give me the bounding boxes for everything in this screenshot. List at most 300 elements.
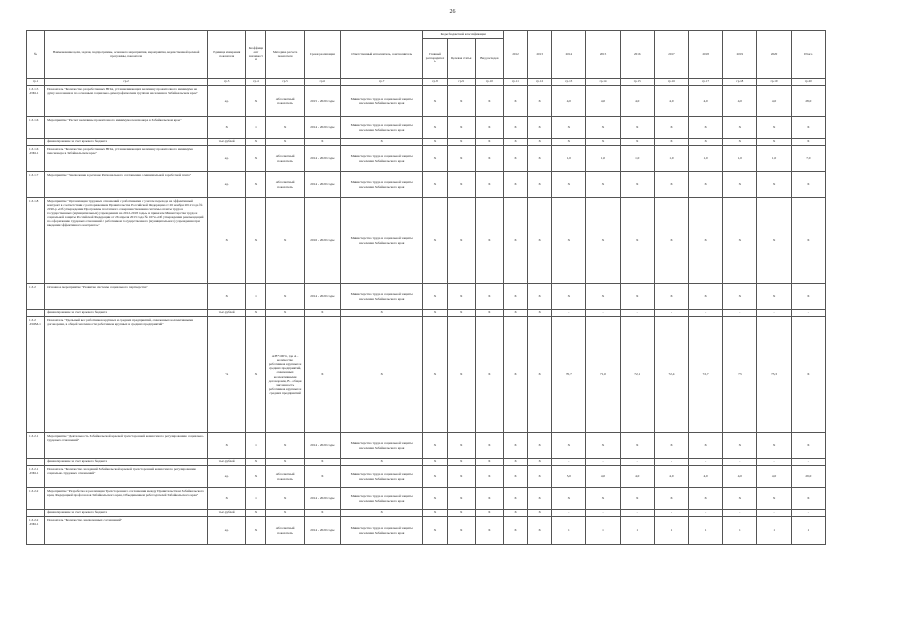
value-cell: X [475, 117, 503, 139]
table-row [27, 284, 826, 310]
value-cell: X [528, 172, 552, 198]
responsible-cell: X [340, 317, 423, 433]
responsible-cell: Министерство труда и социальной защиты населения Забайкальского края [340, 466, 423, 488]
column-number: гр.10 [475, 79, 503, 86]
header-coef: Коэффициент значимости [246, 31, 266, 79]
value-cell: X [447, 284, 475, 310]
unit-cell: X [208, 117, 246, 139]
method-cell: X [266, 310, 304, 317]
value-cell: 28,0 [791, 86, 825, 117]
value-cell: X [503, 459, 527, 466]
value-cell: X [723, 139, 757, 146]
value-cell: X [423, 284, 447, 310]
terms-cell: X [304, 510, 340, 517]
value-cell: X [503, 139, 527, 146]
value-cell: X [423, 146, 447, 172]
value-cell: 4,0 [757, 466, 791, 488]
value-cell: X [528, 517, 552, 545]
value-cell: X [503, 310, 527, 317]
value-cell: X [552, 198, 586, 284]
value-cell: X [757, 117, 791, 139]
value-cell: X [503, 172, 527, 198]
value-cell: - [757, 310, 791, 317]
coefficient-cell: X [246, 139, 266, 146]
value-cell: X [503, 198, 527, 284]
financing-row [27, 139, 826, 146]
value-cell: X [654, 488, 688, 510]
page-number: 26 [449, 9, 456, 15]
value-cell: X [423, 317, 447, 433]
responsible-cell: Министерство труда и социальной защиты населения Забайкальского края [340, 86, 423, 117]
coefficient-cell: 1 [246, 433, 266, 459]
value-cell: X [723, 433, 757, 459]
unit-cell: тыс.рублей [208, 510, 246, 517]
value-cell: 1,0 [689, 146, 723, 172]
table-row [27, 146, 826, 172]
value-cell: 1 [620, 517, 654, 545]
value-cell: - [791, 459, 825, 466]
value-cell: X [475, 172, 503, 198]
program-indicators-table [26, 30, 826, 545]
unit-cell: тыс.рублей [208, 310, 246, 317]
column-number: гр.2 [45, 79, 208, 86]
column-number: гр.16 [654, 79, 688, 86]
value-cell: X [757, 433, 791, 459]
row-number-cell: 1.3.1.6 [27, 117, 45, 139]
row-number-cell: 1.3.1.5 -ПМ-1 [27, 86, 45, 117]
value-cell: X [503, 433, 527, 459]
value-cell: 1 [723, 517, 757, 545]
value-cell: X [447, 146, 475, 172]
value-cell: X [620, 198, 654, 284]
terms-cell: X [304, 317, 340, 433]
value-cell: X [447, 466, 475, 488]
row-number-cell: 1.3.1.8 [27, 198, 45, 284]
value-cell: X [528, 317, 552, 433]
value-cell: X [475, 459, 503, 466]
value-cell: - [552, 510, 586, 517]
value-cell: - [620, 310, 654, 317]
row-number-cell: 1.3.2.2 -ПМ-1 [27, 517, 45, 545]
value-cell: - [723, 510, 757, 517]
value-cell: X [689, 488, 723, 510]
responsible-cell: Министерство труда и социальной защиты населения Забайкальского края [340, 198, 423, 284]
value-cell: X [528, 139, 552, 146]
value-cell: X [620, 284, 654, 310]
value-cell: 29,0 [791, 466, 825, 488]
header-method: Методика расчета показателя [266, 31, 304, 79]
column-numbers-row [27, 79, 826, 86]
value-cell: X [423, 510, 447, 517]
header-no: № [27, 31, 45, 79]
value-cell: X [791, 433, 825, 459]
header-name: Наименование цели, задачи, подпрограммы, основного мероприятия, мероприятия, ведомственной целевой программы, показателя [45, 31, 208, 79]
value-cell: 4,0 [654, 86, 688, 117]
coefficient-cell: 1 [246, 117, 266, 139]
header-target-article: Целевая статья [447, 39, 475, 79]
value-cell: X [723, 198, 757, 284]
header-year-2014: 2014 [552, 31, 586, 79]
value-cell: X [447, 488, 475, 510]
column-number: гр.13 [552, 79, 586, 86]
value-cell: X [757, 139, 791, 146]
value-cell: X [475, 284, 503, 310]
value-cell: X [475, 310, 503, 317]
responsible-cell: Министерство труда и социальной защиты населения Забайкальского края [340, 146, 423, 172]
value-cell: - [791, 310, 825, 317]
unit-cell: % [208, 317, 246, 433]
financing-row [27, 310, 826, 317]
value-cell: 4,0 [723, 86, 757, 117]
value-cell: X [475, 466, 503, 488]
value-cell: X [757, 488, 791, 510]
value-cell: X [791, 139, 825, 146]
row-name-cell: Мероприятие "Деятельность Забайкальской краевой трехсторонней комиссии по регулированию социально-трудовых отношений" [45, 433, 208, 459]
value-cell: X [528, 433, 552, 459]
terms-cell: X [304, 139, 340, 146]
row-number-cell: 1.3.1.6 -ПМ-1 [27, 146, 45, 172]
value-cell: X [503, 284, 527, 310]
terms-cell: 2014 - 2020 годы [304, 172, 340, 198]
coefficient-cell: X [246, 510, 266, 517]
value-cell: 4,0 [620, 86, 654, 117]
value-cell: X [423, 433, 447, 459]
value-cell: X [475, 517, 503, 545]
column-number: гр.14 [586, 79, 620, 86]
coefficient-cell: X [246, 517, 266, 545]
header-unit: Единица измерения показателя [208, 31, 246, 79]
header-year-2012: 2012 [503, 31, 527, 79]
value-cell: 1,0 [620, 146, 654, 172]
responsible-cell: X [340, 310, 423, 317]
value-cell: X [503, 510, 527, 517]
value-cell: X [791, 317, 825, 433]
column-number: гр.5 [266, 79, 304, 86]
row-name-cell: Основное мероприятие "Развитие системы социального партнерства" [45, 284, 208, 310]
value-cell: X [423, 310, 447, 317]
column-number: гр.6 [304, 79, 340, 86]
column-number: гр.3 [208, 79, 246, 86]
value-cell: 1 [689, 517, 723, 545]
value-cell: 4,0 [552, 86, 586, 117]
value-cell: 1 [552, 517, 586, 545]
value-cell: X [586, 117, 620, 139]
coefficient-cell: X [246, 172, 266, 198]
value-cell: X [689, 139, 723, 146]
header-terms: Сроки реализации [304, 31, 340, 79]
value-cell: - [689, 510, 723, 517]
value-cell: X [528, 146, 552, 172]
value-cell: X [503, 466, 527, 488]
value-cell: X [723, 488, 757, 510]
value-cell: X [503, 146, 527, 172]
row-name-cell: Мероприятие "Организация трудовых отношений с работниками с учетом перехода на эффективный контракт в соответствии с распоряжением Правительства Российской Федерации от 26 ноября 2012 года № 2190-р «Об утверждении Программы поэтапного совершенствования системы оплаты труда в государственных (муниципальных) учреждениях на 2012-2018 годы» и приказом Министерства труда и социальной защиты Российской Федерации от 26 апреля 2013 года № 167н «Об утверждении рекомендаций по оформлению трудовых отношений с работником государственного (муниципального) учреждения при введении эффективного контракта»" [45, 198, 208, 284]
value-cell: 1,0 [757, 146, 791, 172]
value-cell: 1,0 [586, 146, 620, 172]
value-cell: X [528, 284, 552, 310]
value-cell: - [689, 459, 723, 466]
value-cell: - [620, 459, 654, 466]
value-cell: 70,7 [552, 317, 586, 433]
table-row [27, 172, 826, 198]
unit-cell: ед. [208, 86, 246, 117]
value-cell: X [586, 284, 620, 310]
value-cell: X [503, 317, 527, 433]
value-cell: 72,4 [654, 317, 688, 433]
value-cell: X [586, 433, 620, 459]
terms-cell: X [304, 310, 340, 317]
value-cell: X [791, 198, 825, 284]
row-number-cell [27, 510, 45, 517]
value-cell: X [552, 117, 586, 139]
terms-cell: 2015 - 2020 годы [304, 86, 340, 117]
header-year-2013: 2013 [528, 31, 552, 79]
responsible-cell: Министерство труда и социальной защиты населения Забайкальского края [340, 172, 423, 198]
value-cell: X [757, 198, 791, 284]
row-name-cell: финансирование за счет краевого бюджета [45, 459, 208, 466]
value-cell: X [423, 488, 447, 510]
table-row [27, 198, 826, 284]
unit-cell: ед. [208, 146, 246, 172]
value-cell: X [528, 488, 552, 510]
header-year-2018: 2018 [689, 31, 723, 79]
value-cell: X [552, 488, 586, 510]
value-cell: X [552, 433, 586, 459]
value-cell: X [654, 198, 688, 284]
value-cell: X [689, 172, 723, 198]
value-cell: - [552, 459, 586, 466]
row-number-cell [27, 310, 45, 317]
value-cell: X [620, 172, 654, 198]
value-cell: X [447, 117, 475, 139]
value-cell: X [757, 284, 791, 310]
responsible-cell: X [340, 139, 423, 146]
row-name-cell: Мероприятие "Заключение в регионе Регионального соглашения о минимальной заработной плате" [45, 172, 208, 198]
value-cell: X [689, 433, 723, 459]
column-number: гр.4 [246, 79, 266, 86]
value-cell: X [723, 117, 757, 139]
header-year-2020: 2020 [757, 31, 791, 79]
method-cell: X [266, 488, 304, 510]
value-cell: 1 [757, 517, 791, 545]
value-cell: X [423, 198, 447, 284]
value-cell: X [423, 466, 447, 488]
row-name-cell: Мероприятие "Расчет величины прожиточного минимума пенсионера в Забайкальском крае" [45, 117, 208, 139]
value-cell: X [791, 172, 825, 198]
value-cell: 4,0 [586, 86, 620, 117]
value-cell: 1,0 [654, 146, 688, 172]
value-cell: X [447, 86, 475, 117]
value-cell: X [503, 86, 527, 117]
value-cell: X [654, 139, 688, 146]
row-name-cell: Показатель "Количество заседаний Забайкальской краевой трехсторонней комиссии по регулированию социально-трудовых отношений" [45, 466, 208, 488]
value-cell: X [475, 86, 503, 117]
column-number: гр.11 [503, 79, 527, 86]
responsible-cell: Министерство труда и социальной защиты населения Забайкальского края [340, 488, 423, 510]
value-cell: - [552, 310, 586, 317]
value-cell: X [475, 139, 503, 146]
value-cell: - [586, 459, 620, 466]
value-cell: X [475, 510, 503, 517]
terms-cell: X [304, 466, 340, 488]
row-number-cell: 1.3.1.7 [27, 172, 45, 198]
value-cell: - [654, 510, 688, 517]
value-cell: X [423, 459, 447, 466]
row-number-cell [27, 459, 45, 466]
value-cell: 73,3 [757, 317, 791, 433]
method-cell: Абсолютный показатель [266, 86, 304, 117]
value-cell: X [689, 198, 723, 284]
value-cell: X [586, 198, 620, 284]
value-cell: X [528, 86, 552, 117]
value-cell: X [447, 459, 475, 466]
value-cell: X [447, 172, 475, 198]
row-name-cell: Мероприятие "Разработка и реализация Трехстороннего соглашения между Правительством Забайкальского края, Федерацией профсоюзов Забайкальского края, Объединением работодателей Забайкальского края" [45, 488, 208, 510]
row-name-cell: финансирование за счет краевого бюджета [45, 310, 208, 317]
row-name-cell: Показатель "Количество заключенных соглашений" [45, 517, 208, 545]
coefficient-cell: 1 [246, 488, 266, 510]
value-cell: X [447, 310, 475, 317]
value-cell: 73 [723, 317, 757, 433]
row-name-cell: финансирование за счет краевого бюджета [45, 510, 208, 517]
coefficient-cell: X [246, 86, 266, 117]
method-cell: Абсолютный показатель [266, 466, 304, 488]
row-name-cell: Показатель "Удельный вес работников крупных и средних предприятий, охваченных коллективными договорами, в общей численности работников крупных и средних предприятий" [45, 317, 208, 433]
value-cell: X [552, 139, 586, 146]
value-cell: X [503, 488, 527, 510]
value-cell: 1,0 [552, 146, 586, 172]
value-cell: X [503, 517, 527, 545]
value-cell: X [447, 317, 475, 433]
value-cell: X [552, 172, 586, 198]
value-cell: X [503, 117, 527, 139]
value-cell: X [586, 139, 620, 146]
table-row [27, 488, 826, 510]
responsible-cell: Министерство труда и социальной защиты населения Забайкальского края [340, 284, 423, 310]
row-number-cell: 1.3.2 [27, 284, 45, 310]
terms-cell: 2014 - 2020 годы [304, 284, 340, 310]
value-cell: X [552, 284, 586, 310]
value-cell: - [654, 459, 688, 466]
column-number: гр.1 [27, 79, 45, 86]
coefficient-cell: X [246, 310, 266, 317]
header-year-2017: 2017 [654, 31, 688, 79]
row-number-cell: 1.3.2.1 -ПМ-1 [27, 466, 45, 488]
unit-cell: тыс.рублей [208, 139, 246, 146]
method-cell: A/B*100%, где А - количество работников крупных и средних предприятий, охваченных коллективными договорами, В - общая численность работников крупных и средних предприятий [266, 317, 304, 433]
value-cell: X [423, 139, 447, 146]
responsible-cell: Министерство труда и социальной защиты населения Забайкальского края [340, 433, 423, 459]
value-cell: 4,0 [723, 466, 757, 488]
method-cell: X [266, 459, 304, 466]
value-cell: - [757, 459, 791, 466]
value-cell: X [447, 517, 475, 545]
row-number-cell: 1.3.2.1 [27, 433, 45, 459]
table-row [27, 317, 826, 433]
header-year-2019: 2019 [723, 31, 757, 79]
coefficient-cell: X [246, 466, 266, 488]
column-number: гр.19 [757, 79, 791, 86]
unit-cell: ед. [208, 517, 246, 545]
method-cell: Абсолютный показатель [266, 517, 304, 545]
method-cell: X [266, 284, 304, 310]
value-cell: - [723, 310, 757, 317]
responsible-cell: X [340, 459, 423, 466]
value-cell: - [723, 459, 757, 466]
table-row [27, 466, 826, 488]
column-number: гр.7 [340, 79, 423, 86]
value-cell: X [528, 198, 552, 284]
value-cell: X [528, 310, 552, 317]
terms-cell: 2014 - 2020 годы [304, 117, 340, 139]
value-cell: X [447, 198, 475, 284]
value-cell: - [757, 510, 791, 517]
column-number: гр.20 [791, 79, 825, 86]
value-cell: 1,0 [723, 146, 757, 172]
value-cell: - [586, 510, 620, 517]
row-name-cell: финансирование за счет краевого бюджета [45, 139, 208, 146]
row-number-cell: 1.3.2.2 [27, 488, 45, 510]
method-cell: X [266, 139, 304, 146]
value-cell: X [654, 284, 688, 310]
value-cell: X [447, 510, 475, 517]
table-row [27, 517, 826, 545]
value-cell: - [791, 510, 825, 517]
method-cell: X [266, 510, 304, 517]
row-number-cell [27, 139, 45, 146]
value-cell: X [423, 172, 447, 198]
value-cell: X [689, 117, 723, 139]
value-cell: 4,0 [689, 466, 723, 488]
column-number: гр.9 [447, 79, 475, 86]
column-number: гр.12 [528, 79, 552, 86]
value-cell: 71,0 [586, 317, 620, 433]
column-number: гр.17 [689, 79, 723, 86]
terms-cell: X [304, 459, 340, 466]
coefficient-cell: X [246, 198, 266, 284]
method-cell: X [266, 433, 304, 459]
value-cell: - [689, 310, 723, 317]
value-cell: X [654, 117, 688, 139]
method-cell: Абсолютный показатель [266, 172, 304, 198]
value-cell: X [475, 146, 503, 172]
row-number-cell: 1.3.2 -ПОМ-1 [27, 317, 45, 433]
header-total: Итого [791, 31, 825, 79]
value-cell: 1 [654, 517, 688, 545]
value-cell: X [654, 433, 688, 459]
row-name-cell: Показатель "Количество разработанных НПА, устанавливающих величину прожиточного минимума пенсионера в Забайкальском крае" [45, 146, 208, 172]
value-cell: 5,0 [552, 466, 586, 488]
header-year-2016: 2016 [620, 31, 654, 79]
column-number: гр.8 [423, 79, 447, 86]
column-number: гр.18 [723, 79, 757, 86]
responsible-cell: X [340, 510, 423, 517]
coefficient-cell: X [246, 459, 266, 466]
table-row [27, 117, 826, 139]
value-cell: 4,0 [620, 466, 654, 488]
method-cell: X [266, 117, 304, 139]
table-row [27, 433, 826, 459]
row-name-cell: Показатель "Количество разработанных НПА, устанавливающих величину прожиточного минимума на душу населения и по основным социально-демографическим группам населения в Забайкальском крае" [45, 86, 208, 117]
value-cell: - [654, 310, 688, 317]
value-cell: 4,0 [757, 86, 791, 117]
value-cell: X [475, 488, 503, 510]
value-cell: X [689, 284, 723, 310]
value-cell: X [654, 172, 688, 198]
responsible-cell: Министерство труда и социальной защиты населения Забайкальского края [340, 117, 423, 139]
value-cell: X [791, 488, 825, 510]
value-cell: X [528, 459, 552, 466]
